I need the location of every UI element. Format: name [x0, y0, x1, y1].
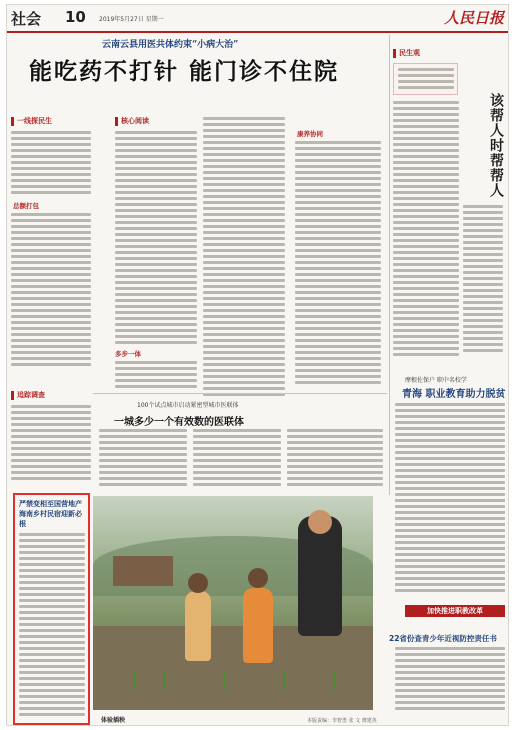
- footer-editors: 本版责编：李智勇 张 文 薄建英: [307, 718, 377, 724]
- middle-story-text-3: [287, 429, 383, 489]
- newspaper-page: [6, 4, 509, 726]
- section-label-right-top: 民生观: [393, 49, 453, 58]
- left-bottom-text: [11, 405, 91, 483]
- bottom-right-headline: 22省份查青少年近视防控责任书: [389, 634, 497, 643]
- column-rule: [389, 35, 390, 495]
- right-lower-text: [395, 499, 505, 595]
- right-column-text-2: [463, 205, 503, 355]
- section-label-core: 核心阅读: [115, 117, 175, 126]
- bottom-right-text: [395, 647, 505, 713]
- newspaper-logo: 人民日报: [443, 9, 504, 27]
- rice-planting-photo: [93, 496, 373, 710]
- middle-column-text: [203, 117, 285, 399]
- subhead-mid-reform: 康养协同: [297, 130, 323, 138]
- right-quote-box: [393, 63, 458, 95]
- section-label-left-top: 一线探民生: [11, 117, 81, 126]
- core-lower-text: [115, 361, 197, 391]
- subhead-left-mid: 总额打包: [13, 202, 39, 210]
- section-label-left-bottom: 追踪调查: [11, 391, 81, 400]
- middle-column-text-2: [295, 141, 381, 387]
- middle-story-kicker: 100个试点城市启动紧密型城市医联体: [137, 402, 239, 409]
- middle-story-text-2: [193, 429, 281, 489]
- photo-caption: 体验插秧: [101, 717, 126, 724]
- qinghai-kicker: 摩根佐保户 职中名校学: [405, 377, 467, 384]
- section-name: 社会: [11, 10, 42, 28]
- red-banner: 加快推进职教改革: [405, 605, 505, 617]
- highlighted-article-text: [19, 533, 85, 719]
- masthead: [7, 5, 509, 33]
- story-rule: [93, 393, 387, 394]
- core-reading-text: [115, 131, 197, 347]
- qinghai-headline: 青海 职业教育助力脱贫: [402, 389, 506, 400]
- highlighted-article-title: 严禁变相至国营地产 海南乡村民宿迎新必根: [19, 500, 82, 528]
- middle-story-headline: 一城多少一个有效数的医联体: [114, 417, 244, 428]
- right-column-title: 该帮人时帮帮人: [488, 93, 504, 198]
- page-number: 10: [65, 8, 86, 26]
- left-column-text-2: [11, 213, 91, 369]
- issue-date: 2019年5月27日 星期一: [99, 16, 164, 23]
- right-column-text: [393, 101, 459, 359]
- middle-story-text-1: [99, 429, 187, 489]
- subhead-mid-lower: 多步一体: [115, 350, 141, 358]
- lead-kicker: 云南云县用医共体约束“小病大治”: [102, 40, 239, 50]
- lead-headline: 能吃药不打针 能门诊不住院: [29, 59, 340, 85]
- left-column-text: [11, 131, 91, 197]
